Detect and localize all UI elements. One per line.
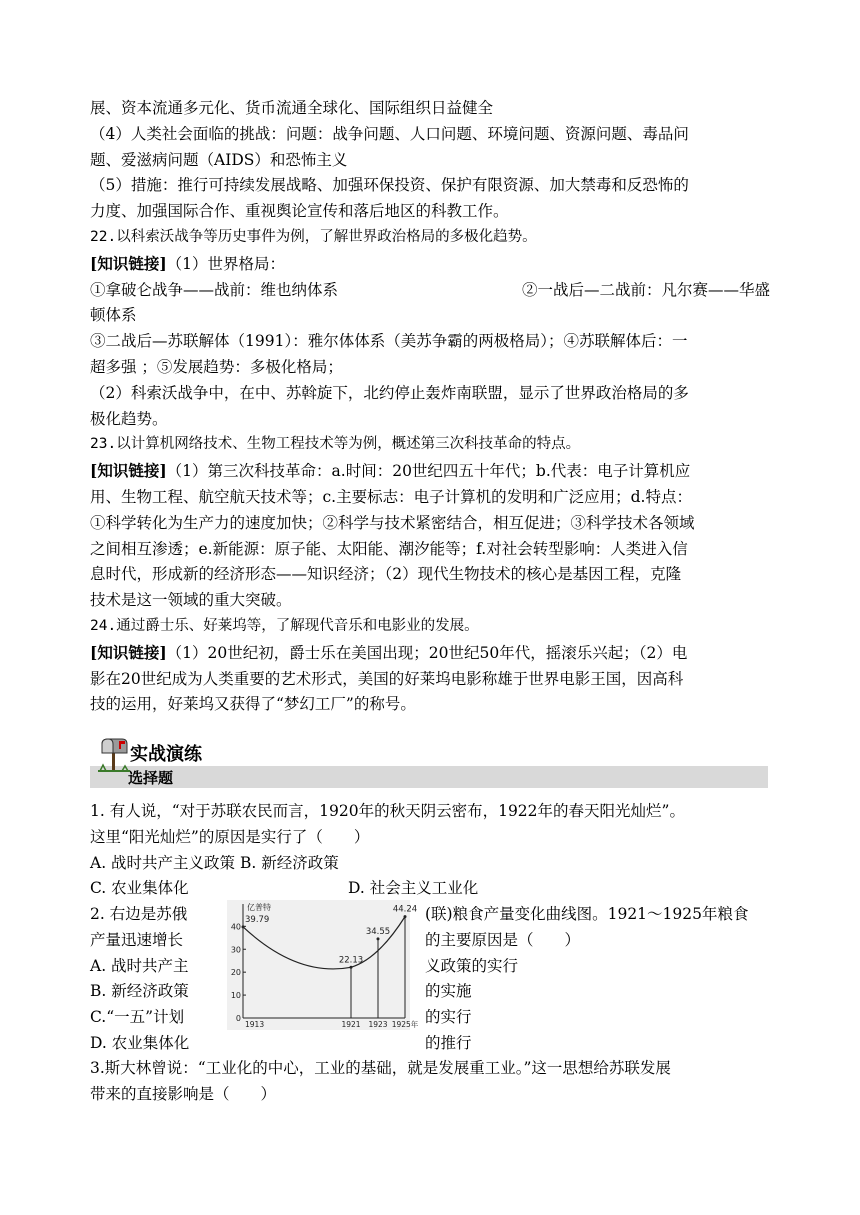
question-2-lead bbox=[90, 902, 189, 1057]
option-b: B. 新经济政策 bbox=[90, 982, 189, 1001]
question-text: (联)粮食产量变化曲线图。1921～1925年粮食 bbox=[425, 905, 749, 923]
text-line: 技的运用，好莱坞又获得了“梦幻工厂”的称号。 bbox=[90, 695, 416, 714]
text-line: 极化趋势。 bbox=[90, 409, 168, 428]
option-c: C. 农业集体化 bbox=[90, 879, 189, 898]
text-line: （1）世界格局： bbox=[166, 254, 286, 273]
text-line: 超多强 ；⑤发展趋势：多极化格局； bbox=[90, 357, 343, 376]
option-a-b: A. 战时共产主义政策 B. 新经济政策 bbox=[90, 853, 339, 872]
knowledge-link-label: [知识链接] bbox=[90, 253, 167, 273]
practice-section-header bbox=[90, 738, 770, 798]
topic-22-heading: 22.以科索沃战争等历史事件为例，了解世界政治格局的多极化趋势。 bbox=[90, 228, 537, 245]
option-c: C.“一五”计划 bbox=[90, 1008, 185, 1027]
y-tick-label: 30 bbox=[230, 945, 241, 955]
y-tick-label: 10 bbox=[230, 991, 241, 1001]
text-line: 技术是这一领域的重大突破。 bbox=[90, 591, 292, 610]
option-d-cont: 的推行 bbox=[425, 1033, 472, 1052]
y-tick-label: 20 bbox=[230, 968, 241, 978]
choice-section-title: 选择题 bbox=[128, 769, 174, 787]
data-label: 39.79 bbox=[245, 914, 270, 925]
x-tick-label: 1923 bbox=[368, 1020, 388, 1029]
text-line: ①科学转化为生产力的速度加快；②科学与技术紧密结合，相互促进；③科学技术各领域 bbox=[90, 513, 695, 532]
data-point bbox=[350, 966, 353, 969]
question-2-right-text bbox=[425, 902, 749, 1057]
text-line: 影在20世纪成为人类重要的艺术形式，美国的好莱坞电影称雄于世界电影王国，因高科 bbox=[90, 669, 684, 688]
text-line: ②一战后—二战前：凡尔赛——华盛 bbox=[521, 280, 770, 299]
text-line: ③二战后—苏联解体（1991）：雅尔体体系（美苏争霸的两极格局）；④苏联解体后：一 bbox=[90, 332, 688, 351]
text-line: 息时代，形成新的经济形态——知识经济；（2）现代生物技术的核心是基因工程，克隆 bbox=[90, 565, 682, 584]
question-text: 带来的直接影响是（ ） bbox=[90, 1084, 277, 1103]
data-point bbox=[404, 915, 407, 918]
grain-output-chart bbox=[227, 900, 419, 1030]
x-tick-label: 1921 bbox=[341, 1020, 361, 1029]
x-tick-label: 1913 bbox=[245, 1020, 265, 1029]
question-text: 的主要原因是（ ） bbox=[425, 930, 581, 949]
option-c-cont: 的实行 bbox=[425, 1008, 472, 1027]
knowledge-link-label: [知识链接] bbox=[90, 642, 167, 662]
text-line: 顿体系 bbox=[90, 306, 137, 325]
text-line: （5）措施：推行可持续发展战略、加强环保投资、保护有限资源、加大禁毒和反恐怖的 bbox=[90, 176, 689, 195]
text-line: 题、爱滋病问题（AIDS）和恐怖主义 bbox=[90, 150, 348, 169]
question-text: 这里“阳光灿烂”的原因是实行了（ ） bbox=[90, 827, 370, 846]
question-3 bbox=[90, 1056, 770, 1108]
question-text: 3.斯大林曾说：“工业化的中心，工业的基础，就是发展重工业。”这一思想给苏联发展 bbox=[90, 1059, 671, 1077]
data-label: 34.55 bbox=[365, 926, 391, 937]
option-a-cont: 义政策的实行 bbox=[425, 956, 519, 975]
text-line: 展、资本流通多元化、货币流通全球化、国际组织日益健全 bbox=[90, 99, 494, 117]
text-line: （4）人类社会面临的挑战：问题：战争问题、人口问题、环境问题、资源问题、毒品问 bbox=[90, 124, 689, 143]
topic-24-heading: 24.通过爵士乐、好莱坞等，了解现代音乐和电影业的发展。 bbox=[90, 617, 479, 634]
text-line: ①拿破仑战争——战前：维也纳体系 bbox=[90, 280, 339, 299]
question-1 bbox=[90, 799, 770, 902]
y-tick-label: 40 bbox=[230, 922, 241, 932]
option-b-cont: 的实施 bbox=[425, 982, 472, 1001]
text-line: （2）科索沃战争中，在中、苏斡旋下，北约停止轰炸南联盟，显示了世界政治格局的多 bbox=[90, 383, 689, 402]
text-line: 之间相互渗透；e.新能源：原子能、太阳能、潮汐能等；f.对社会转型影响：人类进入信 bbox=[90, 539, 688, 558]
text-line: （1）20世纪初，爵士乐在美国出现；20世纪50年代，摇滚乐兴起；（2）电 bbox=[166, 643, 688, 662]
option-a: A. 战时共产主 bbox=[90, 956, 189, 975]
question-text: 1. 有人说，“对于苏联农民而言，1920年的秋天阴云密布，1922年的春天阳光灿烂”。 bbox=[90, 802, 685, 820]
choice-section-bar bbox=[90, 766, 768, 788]
option-d: D. 农业集体化 bbox=[90, 1033, 190, 1052]
text-line: 力度、加强国际合作、重视舆论宣传和落后地区的科教工作。 bbox=[90, 202, 509, 221]
text-line: （1）第三次科技革命：a.时间：20世纪四五十年代；b.代表：电子计算机应 bbox=[166, 462, 691, 481]
topic-23-heading: 23.以计算机网络技术、生物工程技术等为例，概述第三次科技革命的特点。 bbox=[90, 436, 581, 453]
practice-section-title: 实战演练 bbox=[130, 744, 202, 765]
data-point bbox=[242, 925, 245, 928]
data-point bbox=[377, 937, 380, 940]
y-axis-label: 亿普特 bbox=[247, 903, 271, 912]
y-tick-label: 0 bbox=[235, 1014, 241, 1023]
text-block-globalization bbox=[90, 96, 770, 718]
text-line: 用、生物工程、航空航天技术等；c.主要标志：电子计算机的发明和广泛应用；d.特点： bbox=[90, 487, 692, 506]
knowledge-link-label: [知识链接] bbox=[90, 461, 167, 481]
data-label: 22.13 bbox=[338, 955, 364, 966]
x-tick-label: 1925年 bbox=[391, 1020, 419, 1029]
question-text: 产量迅速增长 bbox=[90, 930, 184, 949]
grain-output-chart-svg bbox=[227, 900, 419, 1030]
mailbox-icon bbox=[98, 738, 130, 772]
question-text: 2. 右边是苏俄 bbox=[90, 905, 188, 923]
data-label: 44.24 bbox=[392, 904, 418, 915]
option-d: D. 社会主义工业化 bbox=[348, 879, 479, 898]
